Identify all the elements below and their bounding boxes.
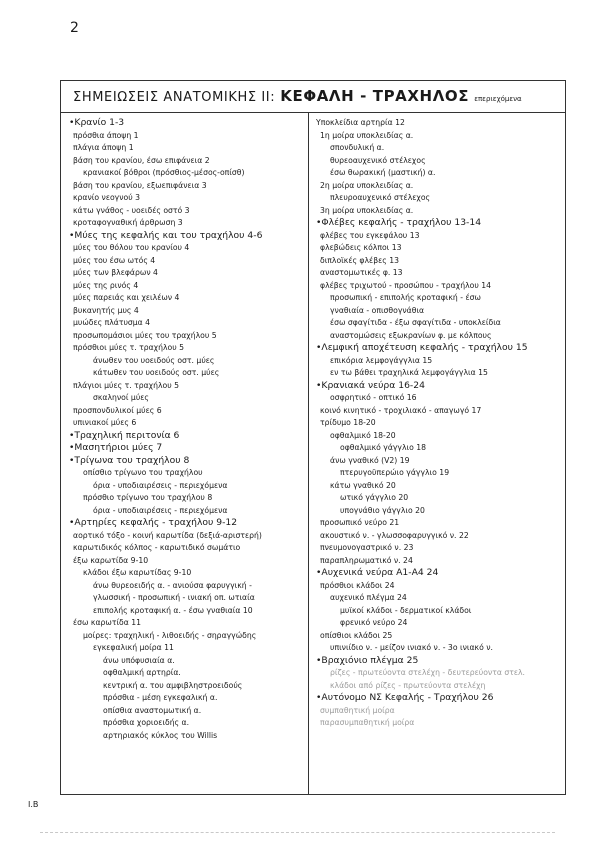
toc-entry: ωτικό γάγγλιο 20 bbox=[340, 493, 409, 502]
toc-entry: αρτηριακός κύκλος του Willis bbox=[103, 730, 218, 740]
toc-entry: Υποκλείδια αρτηρία 12 bbox=[316, 118, 405, 127]
toc-entry: κάτω γναθικό 20 bbox=[330, 480, 396, 490]
toc-entry: οσφρητικό - οπτικό 16 bbox=[330, 393, 417, 402]
toc-entry: οπίσθιοι κλάδοι 25 bbox=[320, 630, 393, 640]
toc-entry: οπίσθιο τρίγωνο του τραχήλου bbox=[83, 468, 203, 477]
toc-entry: πρόσθιοι κλάδοι 24 bbox=[320, 580, 395, 590]
corner-note: I.B bbox=[28, 800, 39, 809]
toc-entry: μύες της ρινός 4 bbox=[73, 280, 139, 290]
toc-entry: άνωθεν του υοειδούς οστ. μύες bbox=[93, 355, 215, 365]
toc-entry: σκαληνοί μύες bbox=[93, 393, 149, 402]
toc-entry: 3η μοίρα υποκλειδίας α. bbox=[320, 205, 414, 215]
toc-entry: κλάδοι από ρίζες - πρωτεύοντα στελέχη bbox=[330, 680, 486, 690]
toc-entry: μύες του έσω ωτός 4 bbox=[73, 255, 156, 265]
toc-entry: πτερυγοϋπερώιο γάγγλιο 19 bbox=[340, 468, 450, 477]
toc-entry: συμπαθητική μοίρα bbox=[320, 705, 395, 715]
right-column bbox=[316, 117, 561, 730]
toc-entry: υπινιίδιο ν. - μείζον ινιακό ν. - 3ο ινιακό ν. bbox=[330, 643, 493, 652]
section-heading: •Βραχιόνιο πλέγμα 25 bbox=[316, 654, 419, 666]
toc-entry: θυρεοαυχενικό στέλεχος bbox=[330, 155, 426, 165]
page-number: 2 bbox=[70, 20, 79, 36]
toc-entry: οφθαλμικό 18-20 bbox=[330, 430, 396, 440]
toc-entry: όρια - υποδιαιρέσεις - περιεχόμενα bbox=[93, 480, 228, 490]
toc-entry: προσπονδυλικοί μύες 6 bbox=[73, 405, 162, 415]
toc-entry: σπονδυλική α. bbox=[330, 143, 385, 152]
column-divider bbox=[308, 112, 309, 794]
toc-entry: έσω σφαγίτιδα - έξω σφαγίτιδα - υποκλείδια bbox=[330, 318, 501, 327]
toc-entry: επιπολής κροταφική α. - έσω γναθιαία 10 bbox=[93, 605, 253, 615]
toc-entry: άνω υπόφυσιαία α. bbox=[103, 655, 175, 665]
toc-entry: αναστομώσεις εξωκρανίων φ. με κόλπους bbox=[330, 330, 492, 340]
toc-entry: ρίζες - πρωτεύοντα στελέχη - δευτερεύοντα στελ. bbox=[330, 668, 525, 677]
toc-entry: άνω γναθικό (V2) 19 bbox=[330, 455, 410, 465]
title-contents: επεριεχόμενα bbox=[474, 95, 522, 103]
toc-entry: υπινιακοί μύες 6 bbox=[73, 418, 137, 427]
toc-entry: κεντρική α. του αμφιβληστροειδούς bbox=[103, 680, 243, 690]
title-notes: ΣΗΜΕΙΩΣΕΙΣ ΑΝΑΤΟΜΙΚΗΣ ΙΙ: bbox=[73, 90, 276, 105]
toc-entry: κοινό κινητικό - τροχιλιακό - απαγωγό 17 bbox=[320, 405, 482, 415]
section-heading: •Φλέβες κεφαλής - τραχήλου 13-14 bbox=[316, 217, 482, 228]
toc-entry: πρόσθιο τρίγωνο του τραχήλου 8 bbox=[83, 493, 213, 502]
toc-entry: προσωπική - επιπολής κροταφική - έσω bbox=[330, 293, 481, 302]
toc-entry: μύες του θόλου του κρανίου 4 bbox=[73, 243, 190, 252]
section-heading: •Τραχηλική περιτονία 6 bbox=[69, 429, 180, 441]
section-heading: •Κρανίο 1-3 bbox=[69, 117, 125, 128]
section-heading: •Αυχενικά νεύρα Α1-Α4 24 bbox=[316, 567, 439, 578]
toc-entry: έσω θωρακική (μαστική) α. bbox=[330, 168, 436, 177]
toc-entry: φλέβες του εγκεφάλου 13 bbox=[320, 230, 420, 240]
toc-entry: πρόσθιοι μύες τ. τραχήλου 5 bbox=[73, 343, 185, 352]
toc-entry: πρόσθια χοριοειδής α. bbox=[103, 718, 190, 727]
toc-entry: οφθαλμικό γάγγλιο 18 bbox=[340, 443, 427, 452]
toc-entry: παρασυμπαθητική μοίρα bbox=[320, 718, 415, 727]
toc-entry: μύες των βλεφάρων 4 bbox=[73, 268, 158, 277]
title-subject: ΚΕΦΑΛΗ - ΤΡΑΧΗΛΟΣ bbox=[280, 87, 470, 105]
toc-entry: παραπληρωματικό ν. 24 bbox=[320, 555, 413, 565]
left-column bbox=[69, 117, 305, 742]
toc-entry: προσωπικό νεύρο 21 bbox=[320, 518, 400, 527]
toc-entry: μοίρες: τραχηλική - λιθοειδής - σηραγγώδης bbox=[83, 630, 257, 640]
toc-entry: καρωτιδικός κόλπος - καρωτιδικό σωμάτιο bbox=[73, 543, 241, 552]
toc-entry: όρια - υποδιαιρέσεις - περιεχόμενα bbox=[93, 505, 228, 515]
section-heading: •Τρίγωνα του τραχήλου 8 bbox=[69, 454, 190, 466]
section-heading: •Κρανιακά νεύρα 16-24 bbox=[316, 379, 425, 391]
toc-entry: τρίδυμο 18-20 bbox=[320, 418, 376, 427]
toc-entry: πρόσθια άποψη 1 bbox=[73, 130, 139, 140]
bottom-dashed-line bbox=[40, 832, 555, 833]
contents-frame bbox=[60, 80, 566, 795]
toc-entry: υπογνάθιο γάγγλιο 20 bbox=[340, 505, 425, 515]
toc-entry: αορτικό τόξο - κοινή καρωτίδα (δεξιά-αριστερή) bbox=[73, 530, 262, 540]
toc-entry: πλάγιοι μύες τ. τραχήλου 5 bbox=[73, 380, 180, 390]
section-heading: •Λεμφική αποχέτευση κεφαλής - τραχήλου 15 bbox=[316, 342, 528, 353]
toc-entry: αναστομωτικές φ. 13 bbox=[320, 268, 403, 277]
toc-entry: κάτωθεν του υοειδούς οστ. μύες bbox=[93, 368, 220, 377]
toc-entry: κάτω γνάθος - υοειδές οστό 3 bbox=[73, 205, 190, 215]
toc-entry: διπλοϊκές φλέβες 13 bbox=[320, 255, 400, 265]
toc-entry: πρόσθια - μέση εγκεφαλική α. bbox=[103, 693, 218, 702]
toc-entry: πνευμονογαστρικό ν. 23 bbox=[320, 543, 414, 552]
toc-entry: προσωπομάσιοι μύες του τραχήλου 5 bbox=[73, 330, 217, 340]
toc-entry: κροταφογναθική άρθρωση 3 bbox=[73, 218, 183, 227]
toc-entry: 2η μοίρα υποκλειδίας α. bbox=[320, 180, 414, 190]
toc-entry: γναθιαία - οπισθογνάθια bbox=[330, 305, 425, 315]
toc-entry: αυχενικό πλέγμα 24 bbox=[330, 593, 407, 602]
toc-entry: πλευροαυχενικό στέλεχος bbox=[330, 193, 431, 202]
section-heading: •Αυτόνομο ΝΣ Κεφαλής - Τραχήλου 26 bbox=[316, 692, 494, 703]
toc-entry: άνω θυρεοειδής α. - ανιούσα φαρυγγική - bbox=[93, 580, 252, 590]
toc-entry: φρενικό νεύρο 24 bbox=[340, 618, 408, 627]
toc-entry: βυκανητής μυς 4 bbox=[73, 305, 139, 315]
section-heading: •Μασητήριοι μύες 7 bbox=[69, 442, 163, 453]
section-heading: •Αρτηρίες κεφαλής - τραχήλου 9-12 bbox=[69, 517, 238, 528]
toc-entry: επικόρια λεμφογάγγλια 15 bbox=[330, 355, 433, 365]
toc-entry: βάση του κρανίου, εξωεπιφάνεια 3 bbox=[73, 180, 207, 190]
toc-entry: κρανιακοί βόθροι (πρόσθιος-μέσος-οπίσθ) bbox=[83, 168, 245, 177]
toc-entry: κρανίο νεογνού 3 bbox=[73, 193, 141, 202]
toc-entry: μυϊκοί κλάδοι - δερματικοί κλάδοι bbox=[340, 605, 472, 615]
toc-entry: 1η μοίρα υποκλειδίας α. bbox=[320, 130, 414, 140]
toc-entry: κλάδοι έξω καρωτίδας 9-10 bbox=[83, 568, 192, 577]
toc-entry: μύες παρειάς και χειλέων 4 bbox=[73, 293, 180, 302]
toc-entry: φλέβες τριχωτού - προσώπου - τραχήλου 14 bbox=[320, 280, 491, 290]
toc-entry: οφθαλμική αρτηρία. bbox=[103, 668, 181, 677]
toc-entry: μυώδες πλάτυσμα 4 bbox=[73, 318, 151, 327]
page-title bbox=[73, 87, 563, 105]
toc-entry: έσω καρωτίδα 11 bbox=[73, 618, 142, 627]
toc-entry: εν τω βάθει τραχηλικά λεμφογάγγλια 15 bbox=[330, 368, 488, 377]
toc-entry: φλεβώδεις κόλποι 13 bbox=[320, 243, 402, 252]
toc-entry: πλάγια άποψη 1 bbox=[73, 143, 134, 152]
toc-entry: βάση του κρανίου, έσω επιφάνεια 2 bbox=[73, 155, 210, 165]
toc-entry: γλωσσική - προσωπική - ινιακή οπ. ωτιαία bbox=[93, 593, 255, 602]
toc-entry: εγκεφαλική μοίρα 11 bbox=[93, 643, 174, 652]
toc-entry: ακουστικό ν. - γλωσσοφαρυγγικό ν. 22 bbox=[320, 530, 469, 540]
section-heading: •Μύες της κεφαλής και του τραχήλου 4-6 bbox=[69, 229, 263, 241]
toc-entry: οπίσθια αναστομωτική α. bbox=[103, 705, 202, 715]
toc-entry: έξω καρωτίδα 9-10 bbox=[73, 555, 149, 565]
